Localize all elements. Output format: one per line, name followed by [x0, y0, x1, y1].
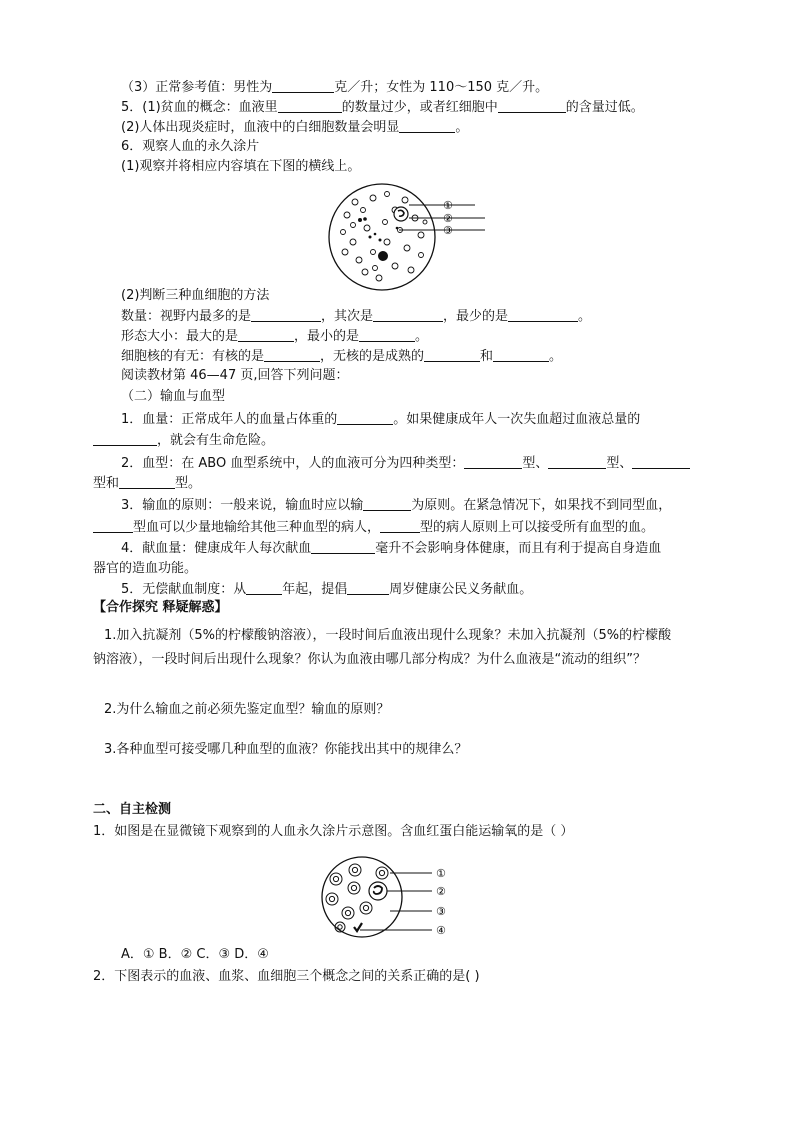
nucleus-text-2: ，无核的是成熟的: [320, 349, 425, 364]
blank-anucleate-1[interactable]: [424, 347, 480, 362]
type-text-3: 型、: [606, 456, 633, 471]
blank-largest[interactable]: [238, 327, 294, 342]
blood-smear-figure-1: [325, 180, 500, 299]
blank-type-2[interactable]: [548, 454, 606, 469]
free-donation-text-1: 5．无偿献血制度：从: [121, 582, 247, 597]
nucleus-line: [121, 347, 562, 366]
blank-universal-recipient[interactable]: [380, 518, 420, 533]
blood-type-line-2: [93, 474, 201, 493]
donation-text-1: 4．献血量：健康成年人每次献血: [121, 541, 312, 556]
cooperate-q2: 2.为什么输血之前必须先鉴定血型？输血的原则？: [104, 702, 390, 717]
cooperate-q3: 3.各种血型可接受哪几种血型的血液？你能找出其中的规律么？: [104, 742, 468, 757]
principle-text-3: 型血可以少量地输给其他三种血型的病人，: [133, 520, 381, 535]
q6-2-title: (2)判断三种血细胞的方法: [121, 288, 270, 303]
blood-volume-line: [121, 410, 640, 429]
count-line: [121, 307, 591, 326]
blank-most[interactable]: [251, 307, 321, 322]
fig1-label-3: ③: [443, 224, 453, 237]
nucleus-text-1: 细胞核的有无：有核的是: [121, 349, 265, 364]
blank-anemia-content[interactable]: [498, 98, 566, 113]
blank-type-1[interactable]: [464, 454, 522, 469]
anemia-text-2: 的数量过少，或者红细胞中: [341, 100, 498, 115]
inflammation-line: [121, 118, 468, 137]
free-donation-text-3: 周岁健康公民义务献血。: [389, 582, 533, 597]
type-text-2: 型、: [522, 456, 549, 471]
principle-text-2: 为原则。在紧急情况下，如果找不到同型血，: [411, 498, 672, 513]
cooperate-q1-line-1: 1.加入抗凝剂（5%的柠檬酸钠溶液），一段时间后血液出现什么现象？未加入抗凝剂（5%的柠檬酸: [104, 628, 672, 643]
donation-volume-line: [121, 539, 661, 558]
blank-anemia-cell[interactable]: [278, 98, 342, 113]
blood-type-line: [121, 454, 690, 473]
blank-least[interactable]: [508, 307, 578, 322]
blank-year[interactable]: [246, 580, 282, 595]
test-q1: 1．如图是在显微镜下观察到的人血永久涂片示意图。含血红蛋白能运输氧的是（ ）: [93, 824, 574, 839]
inflammation-text: (2)人体出现炎症时，血液中的白细胞数量会明显: [121, 120, 400, 135]
cooperate-q1-line-2: 钠溶液），一段时间后出现什么现象？你认为血液由哪几部分构成？为什么血液是“流动的组织”？: [93, 652, 646, 667]
count-text-3: ，最少的是: [443, 309, 509, 324]
ref-value-line: [121, 78, 548, 97]
blank-nucleated[interactable]: [264, 347, 320, 362]
size-text-1: 形态大小：最大的是: [121, 329, 239, 344]
blank-donation-ml[interactable]: [311, 539, 375, 554]
blank-type-3[interactable]: [632, 454, 690, 469]
fig1-label-1: ①: [443, 199, 453, 212]
blank-type-4[interactable]: [119, 474, 175, 489]
count-text-2: ，其次是: [321, 309, 374, 324]
free-donation-line: [121, 580, 532, 599]
count-text-4: 。: [578, 309, 592, 324]
nucleus-text-3: 和: [480, 349, 494, 364]
anemia-text-3: 的含量过低。: [565, 100, 644, 115]
principle-text-4: 型的病人原则上可以接受所有血型的血。: [420, 520, 655, 535]
section-title-self-test: 二、自主检测: [93, 802, 172, 817]
blank-volume-percent[interactable]: [337, 410, 393, 425]
ref-value-text: （3）正常参考值：男性为: [121, 80, 273, 95]
blank-smallest[interactable]: [359, 327, 415, 342]
type-text-1: 2．血型：在 ABO 血型系统中，人的血液可分为四种类型：: [121, 456, 465, 471]
test-q1-options[interactable]: A．① B．② C．③ D．④: [121, 947, 269, 962]
section-title-cooperate: 【合作探究 释疑解惑】: [93, 600, 228, 615]
size-text-3: 。: [415, 329, 429, 344]
donation-text-3: 器官的造血功能。: [93, 561, 198, 576]
anemia-text-1: 5．(1)贫血的概念：血液里: [121, 100, 278, 115]
fig1-label-2: ②: [443, 212, 453, 225]
blank-male-value[interactable]: [272, 78, 334, 93]
type-text-4: 型和: [93, 476, 120, 491]
transfusion-principle-line: [121, 496, 671, 515]
blank-age[interactable]: [347, 580, 389, 595]
test-q2: 2．下图表示的血液、血浆、血细胞三个概念之间的关系正确的是( ): [93, 969, 480, 984]
type-text-5: 型。: [175, 476, 202, 491]
q6-1-instruction: (1)观察并将相应内容填在下图的横线上。: [121, 159, 361, 174]
q6-title: 6．观察人血的永久涂片: [121, 139, 260, 154]
section-title-transfusion: （二）输血与血型: [121, 389, 226, 404]
volume-text-1: 1．血量：正常成年人的血量占体重的: [121, 412, 338, 427]
count-text-1: 数量：视野内最多的是: [121, 309, 252, 324]
anemia-line: [121, 98, 644, 117]
blank-wbc-change[interactable]: [399, 118, 455, 133]
principle-text-1: 3．输血的原则：一般来说，输血时应以输: [121, 498, 364, 513]
volume-text-3: ，就会有生命危险。: [157, 433, 275, 448]
donation-text-2: 毫升不会影响身体健康，而且有利于提高自身造血: [375, 541, 662, 556]
inflammation-text-end: 。: [455, 120, 469, 135]
volume-text-2: 。如果健康成年人一次失血超过血液总量的: [393, 412, 641, 427]
blank-universal-donor[interactable]: [93, 518, 133, 533]
blank-second[interactable]: [373, 307, 443, 322]
fig2-label-1: ①: [436, 867, 446, 880]
reading-instruction: 阅读教材第 46—47 页,回答下列问题：: [121, 368, 349, 383]
ref-value-text-2: 克／升；女性为 110～150 克／升。: [334, 80, 549, 95]
blood-smear-figure-2: [310, 853, 470, 949]
nucleus-text-4: 。: [549, 349, 563, 364]
blank-anucleate-2[interactable]: [493, 347, 549, 362]
fig2-label-4: ④: [436, 924, 446, 937]
free-donation-text-2: 年起，提倡: [282, 582, 348, 597]
fig2-label-3: ③: [436, 905, 446, 918]
fig2-label-2: ②: [436, 885, 446, 898]
blank-blood-loss[interactable]: [93, 431, 157, 446]
size-text-2: ，最小的是: [294, 329, 360, 344]
blank-principle[interactable]: [363, 496, 411, 511]
blood-volume-line-2: [93, 431, 274, 450]
size-line: [121, 327, 428, 346]
transfusion-principle-line-2: [93, 518, 654, 537]
